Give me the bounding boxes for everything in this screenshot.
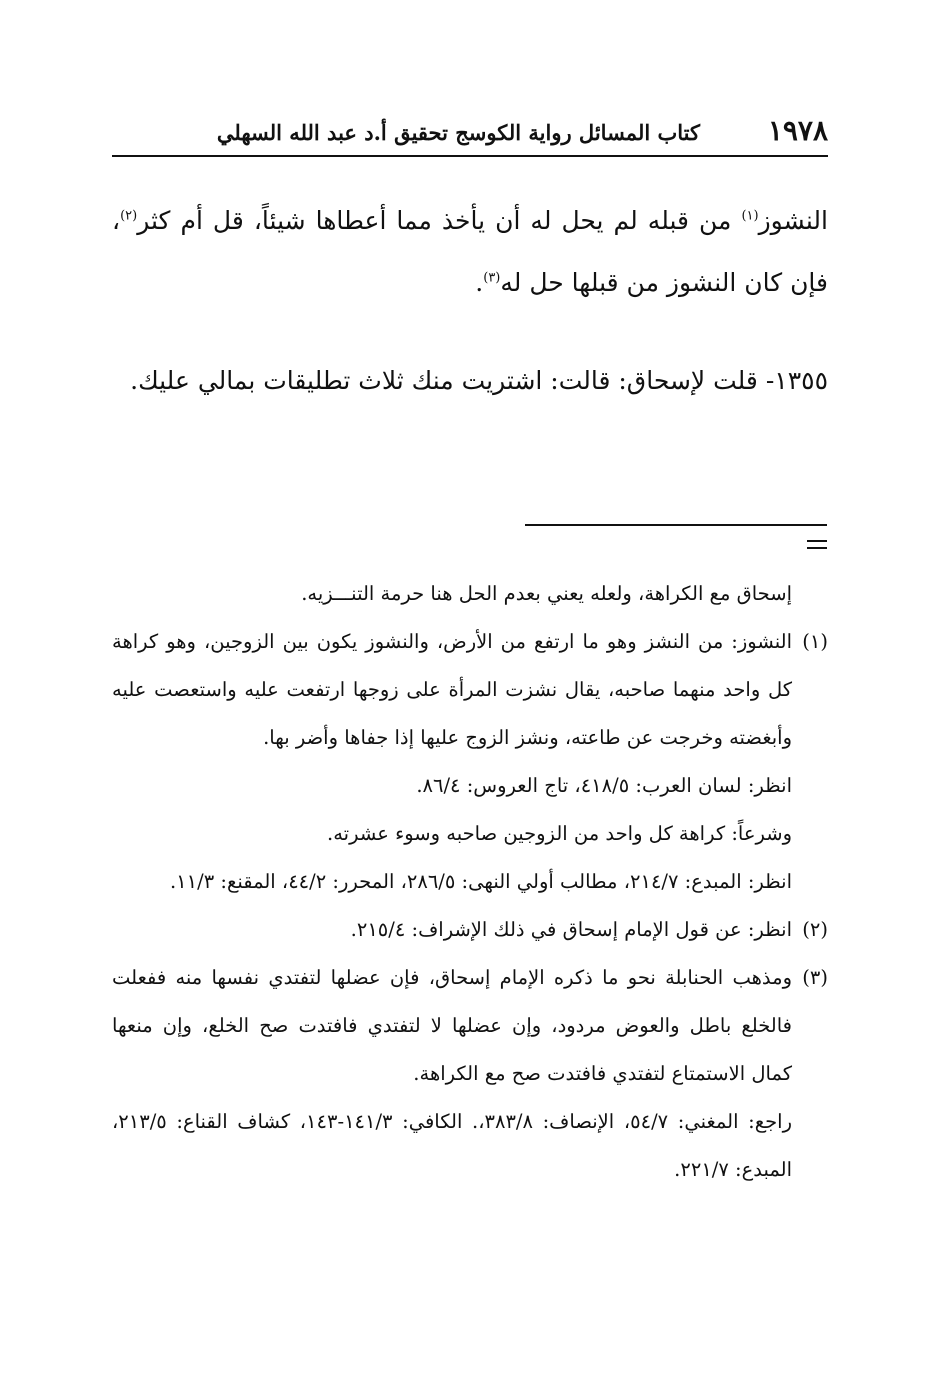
footnote-text: النشوز: من النشز وهو ما ارتفع من الأرض، والنشوز يكون بين الزوجين، وهو كراهة كل واحد منهما صاحبه، يقال نشزت المرأة على زوجها ارتفعت عليه واستعصت عليه وأبغضته وخرجت عن طاعته، ونشز الزوج عليها إذا جفاها وأضر بها. [112, 630, 792, 749]
footnote-text: ومذهب الحنابلة نحو ما ذكره الإمام إسحاق، فإن عضلها لتفتدي نفسها منه ففعلت فالخلع باطل والعوض مردود، وإن عضلها لا لتفتدي فافتدت صح الخلع، وإن منعها كمال الاستمتاع لتفتدي فافتدت صح مع الكراهة. [112, 966, 792, 1085]
text-run: النشوز [758, 206, 828, 235]
continuation-mark [807, 540, 827, 552]
footnote-2 [112, 906, 828, 954]
text-run: من قبله لم يحل له أن يأخذ مما أعطاها شيئاً، قل أم كثر [137, 206, 742, 235]
footnote-ref-2: (٢) [120, 208, 138, 224]
footnote-separator [525, 524, 827, 526]
header-rule [112, 155, 828, 157]
footnote-3-reference: راجع: المغني: ٥٤/٧، الإنصاف: ٣٨٣/٨،. الكافي: ١٤١/٣-١٤٣، كشاف القناع: ٢١٣/٥، المبدع: ٢٢١/٧. [112, 1110, 793, 1181]
footnote-1-shari-definition: وشرعاً: كراهة كل واحد من الزوجين صاحبه وسوء عشرته. [327, 822, 792, 845]
paragraph-continuation [112, 190, 828, 314]
page-header [112, 112, 828, 152]
footnote-number: (٣) [802, 966, 828, 989]
footnotes [112, 570, 828, 1194]
footnote-text: انظر: عن قول الإمام إسحاق في ذلك الإشراف: ٢١٥/٤. [350, 918, 792, 941]
footnote-ref-1: (١) [741, 208, 759, 224]
text-run: ، فإن كان النشوز من قبلها حل له [112, 206, 828, 297]
text-run: . [475, 268, 484, 297]
footnote-continuation: إسحاق مع الكراهة، ولعله يعني بعدم الحل هنا حرمة التنـــزيه. [301, 582, 792, 605]
footnote-1-reference-2: انظر: المبدع: ٢١٤/٧، مطالب أولي النهى: ٢٨٦/٥، المحرر: ٤٤/٢، المقنع: ١١/٣. [169, 870, 792, 893]
page-number: ١٩٧٨ [767, 114, 828, 147]
footnote-number: (٢) [802, 918, 828, 941]
running-title: كتاب المسائل رواية الكوسج تحقيق أ.د عبد الله السهلي [216, 120, 700, 145]
footnote-number: (١) [802, 630, 828, 653]
footnote-1 [112, 618, 828, 762]
main-text [112, 190, 828, 412]
footnote-ref-3: (٣) [483, 270, 501, 286]
footnote-1-reference: انظر: لسان العرب: ٤١٨/٥، تاج العروس: ٨٦/٤. [416, 774, 792, 797]
footnote-3 [112, 954, 828, 1098]
question-1355: ١٣٥٥- قلت لإسحاق: قالت: اشتريت منك ثلاث تطليقات بمالي عليك. [130, 366, 828, 395]
